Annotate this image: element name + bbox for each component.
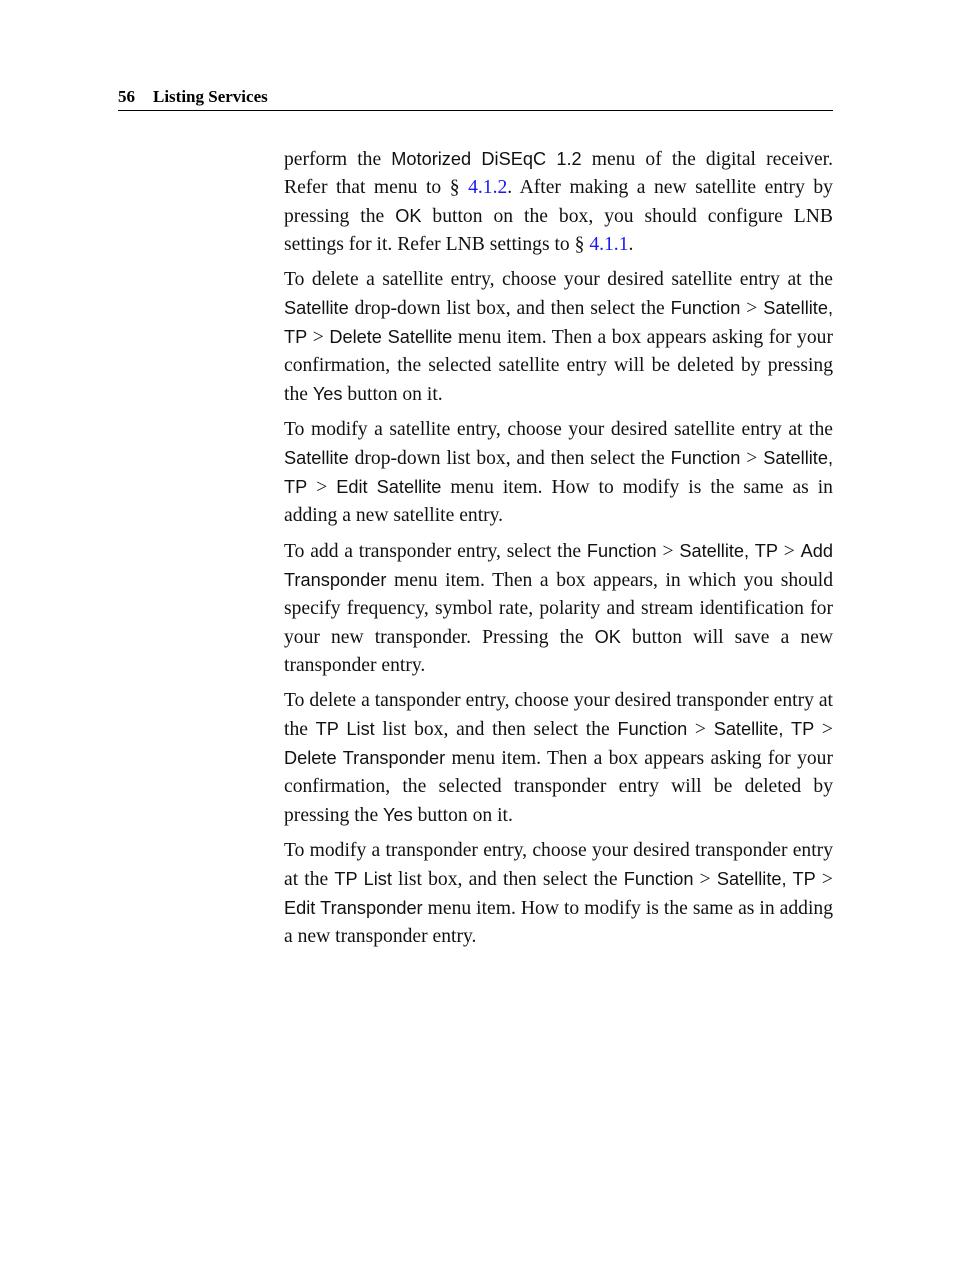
ui-term: TP List xyxy=(315,719,375,739)
text-run: drop-down list box, and then select the xyxy=(348,298,671,319)
ui-term: Satellite xyxy=(284,298,349,318)
ui-term: Satellite, TP xyxy=(716,869,816,889)
text-run: list box, and then select the xyxy=(374,719,618,740)
text-run: To delete a tansponder entry, choose your desired transponder entry at the xyxy=(284,690,833,740)
text-run: drop-down list box, and then select the xyxy=(348,448,671,469)
ui-term: Satellite xyxy=(284,448,349,468)
text-run: > xyxy=(687,719,714,740)
paragraph xyxy=(284,837,833,951)
running-header xyxy=(118,86,833,111)
ui-term: Function xyxy=(617,719,688,739)
text-run: > xyxy=(815,869,833,890)
text-run: button on it. xyxy=(342,384,443,405)
ui-term: Satellite, TP xyxy=(284,298,833,347)
paragraph xyxy=(284,416,833,530)
text-run: . xyxy=(628,234,634,255)
ui-term: Edit Transponder xyxy=(284,898,423,918)
text-run: list box, and then select the xyxy=(391,869,624,890)
text-run: menu item. Then a box appears, in which you should specify frequency, symbol rate, polarity and stream identification for your new transponder. Pressing the xyxy=(284,570,833,648)
ui-term: Delete Transponder xyxy=(284,748,446,768)
ui-term: Delete Satellite xyxy=(329,327,453,347)
text-run: > xyxy=(814,719,833,740)
ui-term: Satellite, TP xyxy=(679,541,778,561)
cross-reference-link[interactable]: 4.1.2 xyxy=(468,177,508,198)
text-run: To add a transponder entry, select the xyxy=(284,541,587,562)
text-run: To delete a satellite entry, choose your desired satellite entry at the xyxy=(284,269,833,290)
ui-term: Motorized DiSEqC 1.2 xyxy=(391,149,582,169)
text-run: > xyxy=(307,327,330,348)
text-run: > xyxy=(307,477,337,498)
ui-term: OK xyxy=(594,627,621,647)
text-run: button on it. xyxy=(412,805,513,826)
text-run: > xyxy=(656,541,680,562)
text-run: > xyxy=(693,869,717,890)
text-run: menu item. How to modify is the same as in adding a new satellite entry. xyxy=(284,477,833,526)
ui-term: Edit Satellite xyxy=(336,477,442,497)
ui-term: OK xyxy=(395,206,422,226)
text-run: perform the xyxy=(284,149,392,170)
text-run: menu item. Then a box appears asking for your confirmation, the selected satellite entry will be deleted by pressing the xyxy=(284,327,833,405)
text-run: To modify a satellite entry, choose your desired satellite entry at the xyxy=(284,419,833,440)
ui-term: Yes xyxy=(312,384,343,404)
text-run: button will save a new transponder entry. xyxy=(284,627,833,676)
page-number: 56 xyxy=(118,87,135,106)
section-title: Listing Services xyxy=(153,87,268,106)
paragraph xyxy=(284,537,833,680)
paragraph xyxy=(284,266,833,409)
text-run: . After making a new satellite entry by pressing the xyxy=(284,177,833,227)
paragraph xyxy=(284,687,833,830)
ui-term: Function xyxy=(623,869,694,889)
ui-term: Function xyxy=(670,298,741,318)
text-run: > xyxy=(777,541,801,562)
ui-term: Yes xyxy=(383,805,413,825)
text-run: menu item. Then a box appears asking for your confirmation, the selected transponder entry will be deleted by pressing the xyxy=(284,748,833,826)
ui-term: Satellite, TP xyxy=(284,448,833,497)
cross-reference-link[interactable]: 4.1.1 xyxy=(589,234,629,255)
text-run: menu item. How to modify is the same as in adding a new transponder entry. xyxy=(284,898,834,947)
text-run: > xyxy=(740,448,764,469)
ui-term: Add Transponder xyxy=(284,541,833,590)
text-run: To modify a transponder entry, choose your desired transponder entry at the xyxy=(284,840,833,890)
ui-term: Function xyxy=(670,448,741,468)
text-run: > xyxy=(740,298,764,319)
paragraph xyxy=(284,145,833,259)
ui-term: Function xyxy=(586,541,657,561)
ui-term: TP List xyxy=(334,869,392,889)
text-run: menu of the digital receiver. Refer that menu to § xyxy=(284,149,833,198)
text-run: button on the box, you should configure LNB settings for it. Refer LNB settings to § xyxy=(284,206,833,255)
ui-term: Satellite, TP xyxy=(713,719,815,739)
body-text xyxy=(284,145,833,958)
